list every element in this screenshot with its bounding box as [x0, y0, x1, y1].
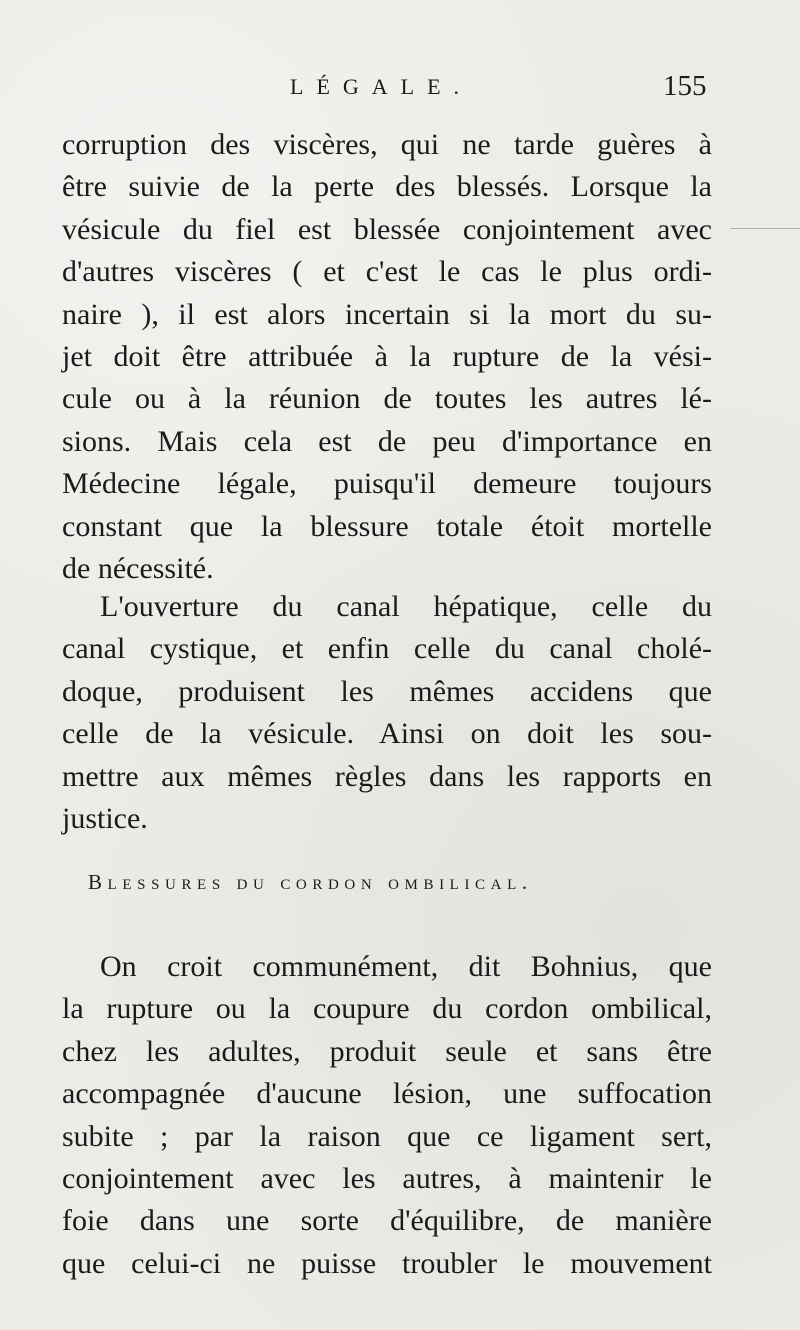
text-line: On croit communément, dit Bohnius, que	[100, 950, 712, 983]
text-line: être suivie de la perte des blessés. Lorsque la	[62, 170, 712, 204]
text-line: accompagnée d'aucune lésion, une suffocation	[62, 1077, 712, 1111]
text-line: que celui-ci ne puisse troubler le mouvement	[62, 1246, 712, 1280]
text-line: conjointement avec les autres, à maintenir le	[62, 1162, 712, 1196]
text-line: naire ), il est alors incertain si la mort du su-	[62, 297, 712, 331]
text-line: doque, produisent les mêmes accidens que	[62, 674, 712, 708]
text-line: canal cystique, et enfin celle du canal cholé-	[62, 632, 712, 666]
text-line: la rupture ou la coupure du cordon ombilical,	[62, 992, 712, 1026]
paragraph-corruption	[62, 124, 712, 590]
text-line: corruption des viscères, qui ne tarde guères à	[62, 128, 712, 161]
text-line: L'ouverture du canal hépatique, celle du	[100, 590, 712, 623]
text-line: justice.	[62, 802, 148, 836]
text-line: vésicule du fiel est blessée conjointement avec	[62, 212, 712, 246]
paragraph-bohnius	[62, 946, 712, 1285]
text-line: chez les adultes, produit seule et sans être	[62, 1034, 712, 1068]
text-line: subite ; par la raison que ce ligament sert,	[62, 1119, 712, 1153]
text-line: sions. Mais cela est de peu d'importance en	[62, 424, 712, 458]
text-line: foie dans une sorte d'équilibre, de manière	[62, 1204, 712, 1238]
page-number: 155	[663, 70, 707, 102]
text-line: mettre aux mêmes règles dans les rapports en	[62, 759, 712, 793]
text-line: jet doit être attribuée à la rupture de la vési-	[62, 340, 712, 374]
section-heading: Blessures du cordon ombilical.	[88, 870, 533, 894]
paragraph-canal	[62, 586, 712, 840]
text-line: celle de la vésicule. Ainsi on doit les sou-	[62, 717, 712, 751]
page-edge-mark	[730, 228, 800, 229]
text-line: constant que la blessure totale étoit mortelle	[62, 509, 712, 543]
text-line: de nécessité.	[62, 552, 214, 586]
text-line: Médecine légale, puisqu'il demeure toujours	[62, 467, 712, 501]
text-line: d'autres viscères ( et c'est le cas le plus ordi-	[62, 255, 712, 289]
text-line: cule ou à la réunion de toutes les autres lé-	[62, 382, 712, 416]
running-head: LÉGALE.	[290, 74, 473, 99]
